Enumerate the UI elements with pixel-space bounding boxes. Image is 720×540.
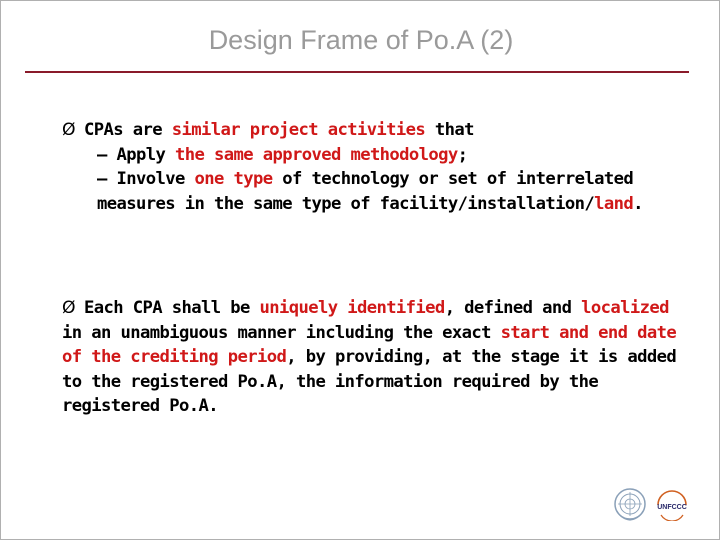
- highlight-run: land: [594, 193, 634, 214]
- text-run: in an unambiguous manner including the exact: [62, 322, 501, 343]
- text-run: of technology or set of interrelated measures in the same type of facility/installation/: [97, 169, 634, 214]
- un-emblem-icon: [613, 487, 647, 521]
- bullet-arrow-icon: Ø: [62, 120, 75, 140]
- highlight-run: similar project activities: [171, 120, 426, 140]
- highlight-run: one type: [194, 169, 273, 189]
- highlight-run: start and end date of the crediting period: [62, 322, 677, 367]
- bullet-cpas-definition: [62, 118, 682, 216]
- text-run: , by providing, at the stage it is added to the registered Po.A, the information required by the registered Po.A.: [62, 347, 677, 416]
- sub-item-apply-methodology: [97, 143, 682, 168]
- unfccc-logo-text: UNFCCC: [657, 504, 687, 511]
- text-run: Each CPA shall be: [84, 298, 260, 318]
- footer-logos: [613, 487, 693, 523]
- text-run: .: [633, 193, 643, 214]
- text-run: CPAs are: [84, 120, 172, 140]
- text-run: – Apply: [97, 144, 175, 165]
- slide-title: Design Frame of Po.A (2): [208, 25, 514, 55]
- highlight-run: uniquely identified: [259, 298, 445, 318]
- title-divider: [25, 71, 689, 73]
- sub-item-involve-technology: [97, 167, 682, 216]
- bullet-arrow-icon: Ø: [62, 298, 75, 318]
- unfccc-logo-icon: [655, 489, 689, 521]
- bullet-cpa-identification: [62, 296, 682, 419]
- text-run: – Involve: [97, 169, 195, 189]
- highlight-run: the same approved methodology: [174, 144, 458, 165]
- text-run: ;: [457, 144, 468, 165]
- text-run: , defined and: [444, 298, 582, 318]
- highlight-run: localized: [581, 298, 669, 318]
- text-run: that: [425, 120, 474, 140]
- bullet-line: [62, 118, 682, 143]
